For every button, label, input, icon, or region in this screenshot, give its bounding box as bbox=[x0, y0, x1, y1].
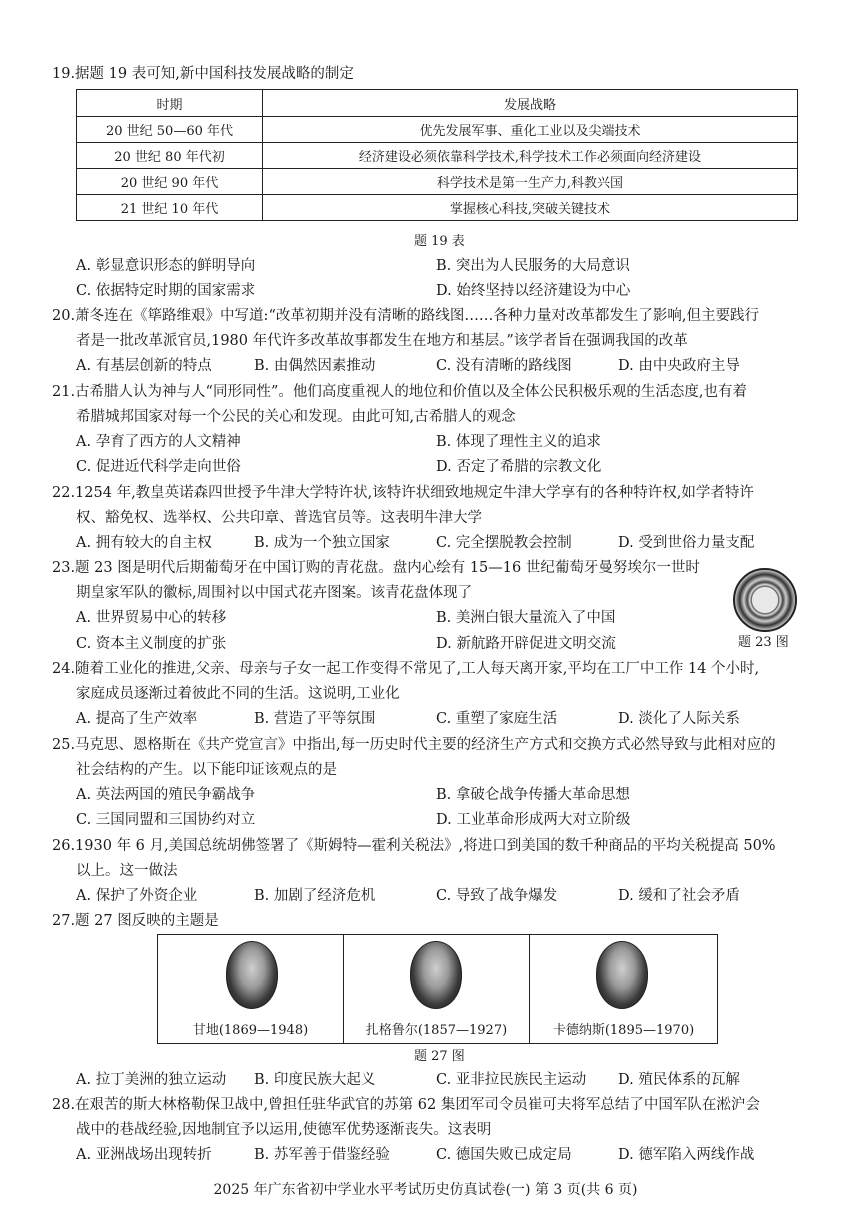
table-cell: 优先发展军事、重化工业以及尖端技术 bbox=[263, 117, 798, 143]
q24-stem-line-2: 家庭成员逐渐过着彼此不同的生活。这说明,工业化 bbox=[76, 686, 400, 702]
blue-white-plate-image bbox=[733, 568, 797, 632]
q28-stem-line-1: 28.在艰苦的斯大林格勒保卫战中,曾担任驻华武官的苏第 62 集团军司令员崔可夫将军总结了中国军队在淞沪会 bbox=[52, 1097, 760, 1113]
q22-option-d[interactable]: D. 受到世俗力量支配 bbox=[618, 535, 755, 551]
q25-stem-line-2: 社会结构的产生。以下能印证该观点的是 bbox=[76, 762, 337, 778]
q28-stem-line-2: 战中的巷战经验,因地制宜予以运用,使德军优势逐渐丧失。这表明 bbox=[76, 1122, 492, 1138]
figure-label: 甘地(1869—1948) bbox=[192, 1023, 309, 1038]
q19-option-d[interactable]: D. 始终坚持以经济建设为中心 bbox=[436, 283, 631, 299]
q19-table bbox=[76, 89, 798, 221]
q23-option-c[interactable]: C. 资本主义制度的扩张 bbox=[76, 636, 227, 652]
q28-option-d[interactable]: D. 德军陷入两线作战 bbox=[618, 1147, 755, 1163]
q21-option-d[interactable]: D. 否定了希腊的宗教文化 bbox=[436, 459, 602, 475]
table-cell: 20 世纪 50—60 年代 bbox=[77, 117, 263, 143]
q27-figure-caption: 题 27 图 bbox=[414, 1049, 465, 1064]
table-header-period: 时期 bbox=[77, 90, 263, 117]
table-row bbox=[77, 117, 798, 143]
figure-cell-cardenas bbox=[530, 935, 717, 1043]
q23-figure-caption: 题 23 图 bbox=[738, 635, 789, 650]
q19-stem: 19.据题 19 表可知,新中国科技发展战略的制定 bbox=[52, 66, 354, 82]
table-cell: 经济建设必须依靠科学技术,科学技术工作必须面向经济建设 bbox=[263, 143, 798, 169]
q19-option-b[interactable]: B. 突出为人民服务的大局意识 bbox=[436, 258, 630, 274]
q23-option-a[interactable]: A. 世界贸易中心的转移 bbox=[76, 610, 227, 626]
table-cell: 科学技术是第一生产力,科教兴国 bbox=[263, 169, 798, 195]
zaghloul-portrait bbox=[410, 941, 462, 1009]
q25-option-d[interactable]: D. 工业革命形成两大对立阶级 bbox=[436, 812, 631, 828]
q27-option-b[interactable]: B. 印度民族大起义 bbox=[254, 1072, 376, 1088]
q20-stem-line-2: 者是一批改革派官员,1980 年代许多改革故事都发生在地方和基层。”该学者旨在强调我国的改革 bbox=[76, 333, 688, 349]
q26-option-d[interactable]: D. 缓和了社会矛盾 bbox=[618, 888, 740, 904]
q23-option-b[interactable]: B. 美洲白银大量流入了中国 bbox=[436, 610, 616, 626]
figure-label: 卡德纳斯(1895—1970) bbox=[552, 1023, 695, 1038]
q23-stem-line-2: 期皇家军队的徽标,周围衬以中国式花卉图案。该青花盘体现了 bbox=[76, 585, 473, 601]
q25-option-b[interactable]: B. 拿破仑战争传播大革命思想 bbox=[436, 787, 630, 803]
q21-option-b[interactable]: B. 体现了理性主义的追求 bbox=[436, 434, 601, 450]
q27-option-d[interactable]: D. 殖民体系的瓦解 bbox=[618, 1072, 740, 1088]
table-cell: 20 世纪 90 年代 bbox=[77, 169, 263, 195]
cardenas-portrait bbox=[596, 941, 648, 1009]
q27-option-a[interactable]: A. 拉丁美洲的独立运动 bbox=[76, 1072, 227, 1088]
q26-option-a[interactable]: A. 保护了外资企业 bbox=[76, 888, 198, 904]
q21-stem-line-2: 希腊城邦国家对每一个公民的关心和发现。由此可知,古希腊人的观念 bbox=[76, 409, 516, 425]
q22-stem-line-2: 权、豁免权、选举权、公共印章、普选官员等。这表明牛津大学 bbox=[76, 510, 482, 526]
q20-option-a[interactable]: A. 有基层创新的特点 bbox=[76, 358, 212, 374]
figure-label: 扎格鲁尔(1857—1927) bbox=[365, 1023, 508, 1038]
table-row bbox=[77, 169, 798, 195]
figure-cell-gandhi bbox=[158, 935, 344, 1043]
q27-stem: 27.题 27 图反映的主题是 bbox=[52, 913, 219, 929]
q22-option-a[interactable]: A. 拥有较大的自主权 bbox=[76, 535, 212, 551]
q19-option-a[interactable]: A. 彰显意识形态的鲜明导向 bbox=[76, 258, 256, 274]
q23-stem-line-1: 23.题 23 图是明代后期葡萄牙在中国订购的青花盘。盘内心绘有 15—16 世纪葡萄牙曼努埃尔一世时 bbox=[52, 560, 700, 576]
q26-option-c[interactable]: C. 导致了战争爆发 bbox=[436, 888, 558, 904]
q27-figure bbox=[157, 934, 718, 1044]
q19-option-c[interactable]: C. 依据特定时期的国家需求 bbox=[76, 283, 256, 299]
q24-option-d[interactable]: D. 淡化了人际关系 bbox=[618, 711, 740, 727]
q28-option-a[interactable]: A. 亚洲战场出现转折 bbox=[76, 1147, 212, 1163]
table-header-row bbox=[77, 90, 798, 117]
q26-option-b[interactable]: B. 加剧了经济危机 bbox=[254, 888, 376, 904]
q24-option-b[interactable]: B. 营造了平等氛围 bbox=[254, 711, 376, 727]
q21-option-a[interactable]: A. 孕育了西方的人文精神 bbox=[76, 434, 241, 450]
gandhi-portrait bbox=[226, 941, 278, 1009]
q28-option-b[interactable]: B. 苏军善于借鉴经验 bbox=[254, 1147, 390, 1163]
q20-option-d[interactable]: D. 由中央政府主导 bbox=[618, 358, 740, 374]
q26-stem-line-1: 26.1930 年 6 月,美国总统胡佛签署了《斯姆特—霍利关税法》,将进口到美国的数千种商品的平均关税提高 50% bbox=[52, 838, 776, 854]
q25-stem-line-1: 25.马克思、恩格斯在《共产党宣言》中指出,每一历史时代主要的经济生产方式和交换方式必然导致与此相对应的 bbox=[52, 737, 776, 753]
q21-stem-line-1: 21.古希腊人认为神与人“同形同性”。他们高度重视人的地位和价值以及全体公民积极乐观的生活态度,也有着 bbox=[52, 384, 747, 400]
table-header-strategy: 发展战略 bbox=[263, 90, 798, 117]
page-footer: 2025 年广东省初中学业水平考试历史仿真试卷(一) 第 3 页(共 6 页) bbox=[213, 1182, 638, 1198]
q20-option-c[interactable]: C. 没有清晰的路线图 bbox=[436, 358, 572, 374]
q23-option-d[interactable]: D. 新航路开辟促进文明交流 bbox=[436, 636, 616, 652]
q28-option-c[interactable]: C. 德国失败已成定局 bbox=[436, 1147, 572, 1163]
figure-cell-zaghloul bbox=[344, 935, 530, 1043]
q22-stem-line-1: 22.1254 年,教皇英诺森四世授予牛津大学特许状,该特许状细致地规定牛津大学享有的各种特许权,如学者特许 bbox=[52, 485, 754, 501]
table-row bbox=[77, 143, 798, 169]
q25-option-c[interactable]: C. 三国同盟和三国协约对立 bbox=[76, 812, 256, 828]
q24-option-a[interactable]: A. 提高了生产效率 bbox=[76, 711, 198, 727]
q20-option-b[interactable]: B. 由偶然因素推动 bbox=[254, 358, 376, 374]
q26-stem-line-2: 以上。这一做法 bbox=[76, 863, 178, 879]
table-cell: 21 世纪 10 年代 bbox=[77, 195, 263, 221]
q25-option-a[interactable]: A. 英法两国的殖民争霸战争 bbox=[76, 787, 256, 803]
table-row bbox=[77, 195, 798, 221]
q22-option-c[interactable]: C. 完全摆脱教会控制 bbox=[436, 535, 572, 551]
q24-option-c[interactable]: C. 重塑了家庭生活 bbox=[436, 711, 558, 727]
q21-option-c[interactable]: C. 促进近代科学走向世俗 bbox=[76, 459, 241, 475]
q19-table-caption: 题 19 表 bbox=[414, 234, 465, 249]
table-cell: 20 世纪 80 年代初 bbox=[77, 143, 263, 169]
q22-option-b[interactable]: B. 成为一个独立国家 bbox=[254, 535, 390, 551]
q27-option-c[interactable]: C. 亚非拉民族民主运动 bbox=[436, 1072, 587, 1088]
q20-stem-line-1: 20.萧冬连在《筚路维艰》中写道:“改革初期并没有清晰的路线图……各种力量对改革都发生了影响,但主要践行 bbox=[52, 308, 759, 324]
q24-stem-line-1: 24.随着工业化的推进,父亲、母亲与子女一起工作变得不常见了,工人每天离开家,平均在工厂中工作 14 个小时, bbox=[52, 661, 760, 677]
table-cell: 掌握核心科技,突破关键技术 bbox=[263, 195, 798, 221]
